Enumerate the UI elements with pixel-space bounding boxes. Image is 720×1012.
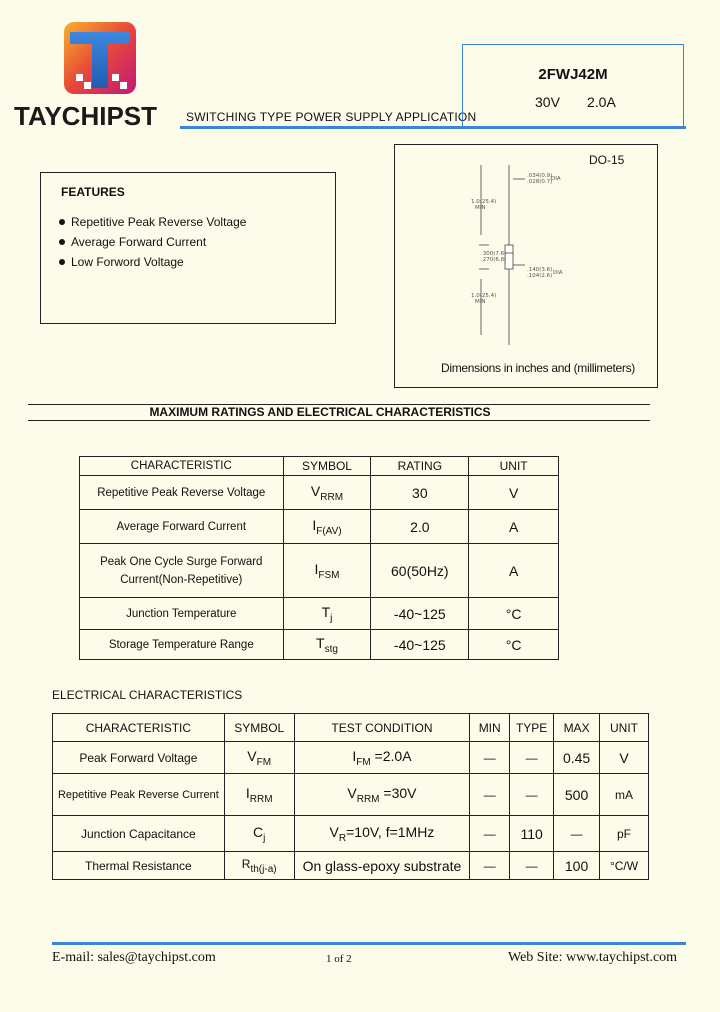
min-cell: —	[470, 774, 510, 816]
rating-cell: 30	[371, 476, 469, 510]
column-header: UNIT	[469, 457, 559, 476]
features-title: FEATURES	[61, 185, 125, 199]
electrical-characteristics-table	[52, 713, 649, 880]
column-header: TYPE	[510, 714, 554, 742]
footer-website: Web Site: www.taychipst.com	[508, 950, 678, 965]
unit-cell: °C	[469, 630, 559, 660]
bullet-icon	[59, 219, 65, 225]
column-header: UNIT	[600, 714, 649, 742]
max-cell: —	[554, 816, 600, 852]
table-row	[80, 630, 559, 660]
dim-label: 1.0(25.4)	[471, 293, 497, 299]
table-header-row	[53, 714, 649, 742]
dim-label: .300(7.6)	[481, 251, 507, 257]
part-info-box	[462, 44, 684, 128]
features-box	[40, 172, 336, 324]
symbol-cell: $T_j$	[283, 598, 371, 630]
symbol-cell: $R_{th(j-a)}$	[224, 852, 294, 880]
brand-name: TAYCHIPST	[14, 101, 158, 131]
max-ratings-table	[79, 456, 559, 660]
symbol-cell: $I_{FSM}$	[283, 544, 371, 598]
characteristic-cell: Repetitive Peak Reverse Voltage	[80, 476, 284, 510]
dim-label: .140(3.6)	[527, 267, 553, 273]
table-row	[80, 544, 559, 598]
section-title: MAXIMUM RATINGS AND ELECTRICAL CHARACTERISTICS	[149, 405, 491, 419]
unit-cell: V	[600, 742, 649, 774]
dim-label: DIA	[553, 270, 563, 276]
column-header: CHARACTERISTIC	[80, 457, 284, 476]
table-row	[53, 774, 649, 816]
min-cell: —	[470, 852, 510, 880]
min-cell: —	[470, 816, 510, 852]
characteristic-cell: Storage Temperature Range	[80, 630, 284, 660]
type-cell: —	[510, 852, 554, 880]
type-cell: —	[510, 742, 554, 774]
footer-divider	[52, 942, 686, 945]
dimensions-note: Dimensions in inches and (millimeters)	[441, 361, 636, 375]
rating-cell: -40~125	[371, 598, 469, 630]
electrical-section-label: ELECTRICAL CHARACTERISTICS	[52, 688, 243, 702]
logo-mark	[64, 22, 136, 94]
unit-cell: mA	[600, 774, 649, 816]
table-row	[80, 598, 559, 630]
symbol-cell: $I_{RRM}$	[224, 774, 294, 816]
symbol-cell: $T_{stg}$	[283, 630, 371, 660]
characteristic-cell: Thermal Resistance	[53, 852, 225, 880]
column-header: TEST CONDITION	[294, 714, 470, 742]
condition-cell: $V_{RRM} =30V$	[294, 774, 470, 816]
table-header-row	[80, 457, 559, 476]
characteristic-cell: Peak One Cycle Surge Forward Current(Non-Repetitive)	[80, 544, 284, 598]
characteristic-cell: Average Forward Current	[80, 510, 284, 544]
symbol-cell: $V_{RRM}$	[283, 476, 371, 510]
section-rule	[28, 420, 650, 421]
characteristic-cell: Junction Temperature	[80, 598, 284, 630]
dim-label: 1.0(25.4)	[471, 199, 497, 205]
type-cell: —	[510, 774, 554, 816]
type-cell: 110	[510, 816, 554, 852]
package-drawing-box	[394, 144, 658, 388]
max-cell: 500	[554, 774, 600, 816]
column-header: SYMBOL	[224, 714, 294, 742]
part-current: 2.0A	[587, 94, 616, 110]
dim-label: .270(6.8)	[481, 257, 507, 263]
table-row	[53, 742, 649, 774]
symbol-cell: $V_{FM}$	[224, 742, 294, 774]
rating-cell: -40~125	[371, 630, 469, 660]
table-row	[53, 852, 649, 880]
feature-item: Average Forward Current	[59, 235, 206, 249]
table-row	[80, 510, 559, 544]
part-number: 2FWJ42M	[538, 66, 608, 83]
characteristic-cell: Repetitive Peak Reverse Current	[53, 774, 225, 816]
dim-label: .034(0.9)	[527, 173, 553, 179]
column-header: CHARACTERISTIC	[53, 714, 225, 742]
dim-label: MIN	[475, 299, 486, 305]
max-cell: 0.45	[554, 742, 600, 774]
package-outline-drawing	[455, 155, 605, 345]
characteristic-cell: Peak Forward Voltage	[53, 742, 225, 774]
bullet-icon	[59, 259, 65, 265]
package-name: DO-15	[589, 153, 625, 167]
feature-item: Repetitive Peak Reverse Voltage	[59, 215, 246, 229]
page-indicator: 1 of 2	[326, 953, 352, 965]
unit-cell: pF	[600, 816, 649, 852]
characteristic-cell: Junction Capacitance	[53, 816, 225, 852]
unit-cell: A	[469, 510, 559, 544]
column-header: MAX	[554, 714, 600, 742]
unit-cell: A	[469, 544, 559, 598]
unit-cell: °C	[469, 598, 559, 630]
footer-email: E-mail: sales@taychipst.com	[52, 950, 216, 965]
dim-label: .028(0.7)	[527, 179, 553, 185]
max-cell: 100	[554, 852, 600, 880]
condition-cell: On glass-epoxy substrate	[294, 852, 470, 880]
part-voltage: 30V	[535, 94, 560, 110]
table-row	[80, 476, 559, 510]
document-subtitle: SWITCHING TYPE POWER SUPPLY APPLICATION	[186, 110, 477, 124]
table-row	[53, 816, 649, 852]
unit-cell: °C/W	[600, 852, 649, 880]
min-cell: —	[470, 742, 510, 774]
feature-item: Low Forword Voltage	[59, 255, 184, 269]
dim-label: DIA	[551, 176, 561, 182]
condition-cell: $V_R=10V$, f=1MHz	[294, 816, 470, 852]
column-header: SYMBOL	[283, 457, 371, 476]
symbol-cell: $C_j$	[224, 816, 294, 852]
condition-cell: $I_{FM} =2.0A$	[294, 742, 470, 774]
rating-cell: 60(50Hz)	[371, 544, 469, 598]
bullet-icon	[59, 239, 65, 245]
column-header: RATING	[371, 457, 469, 476]
unit-cell: V	[469, 476, 559, 510]
column-header: MIN	[470, 714, 510, 742]
symbol-cell: $I_{F(AV)}$	[283, 510, 371, 544]
rating-cell: 2.0	[371, 510, 469, 544]
dim-label: .104(2.6)	[527, 273, 553, 279]
dim-label: MIN	[475, 205, 486, 211]
